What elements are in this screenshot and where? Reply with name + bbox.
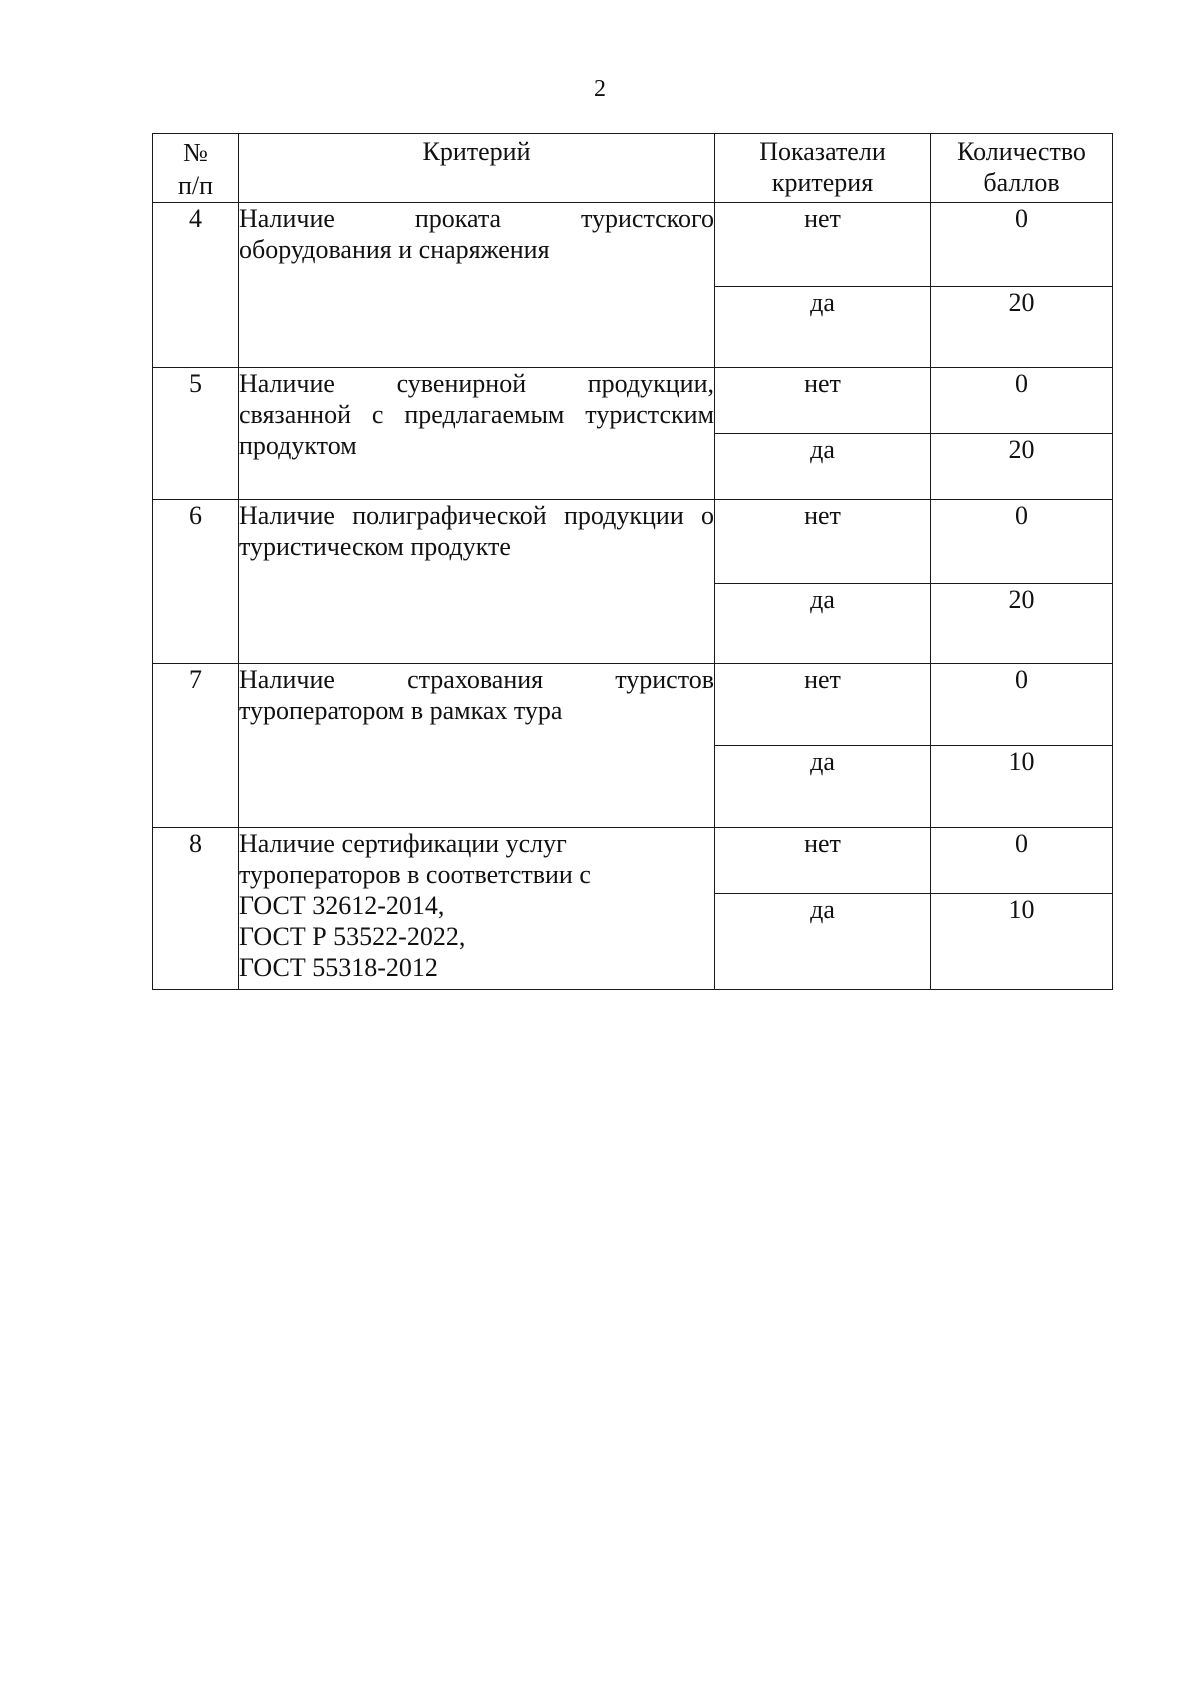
row-number: 5 [153,368,239,500]
points-cell: 0 [931,828,1113,894]
indicator-cell: да [715,584,931,664]
page-number: 2 [594,76,606,102]
criterion-text: Наличие полиграфической продукции о туристическом продукте [239,501,714,561]
points-cell: 10 [931,746,1113,828]
indicator-cell: нет [715,664,931,746]
points-cell: 20 [931,584,1113,664]
table-row [153,203,1113,287]
header-indicator [715,134,931,203]
criterion-text: Наличие проката туристского оборудования и снаряжения [239,204,714,264]
indicator-cell: нет [715,203,931,287]
indicator-cell: да [715,894,931,990]
indicator-cell: да [715,434,931,500]
header-indicator-line1: Показатели [759,137,886,166]
row-number: 8 [153,828,239,990]
header-number-symbol: № [183,138,208,167]
points-cell: 10 [931,894,1113,990]
criterion-cell [239,203,715,368]
points-cell: 0 [931,368,1113,434]
points-cell: 0 [931,500,1113,584]
header-points [931,134,1113,203]
criterion-line: ГОСТ 55318-2012 [239,953,438,982]
header-number-abbr: п/п [177,171,214,200]
header-criterion-label: Критерий [422,137,531,166]
table-row [153,368,1113,434]
header-points-line2: баллов [983,168,1060,197]
criterion-line: ГОСТ 32612-2014, [239,891,445,920]
criterion-cell [239,368,715,500]
row-number: 6 [153,500,239,664]
points-cell: 0 [931,203,1113,287]
header-points-line1: Количество [957,137,1086,166]
header-criterion [239,134,715,203]
criterion-line: туроператоров в соответствии с [239,860,591,889]
criteria-table [152,133,1113,990]
indicator-cell: нет [715,828,931,894]
points-cell: 20 [931,434,1113,500]
criterion-cell [239,500,715,664]
header-number [153,134,239,203]
criterion-line: ГОСТ Р 53522-2022, [239,922,466,951]
table-header-row [153,134,1113,203]
table-row [153,828,1113,894]
row-number: 7 [153,664,239,828]
criterion-line: Наличие сертификации услуг [239,829,567,858]
row-number: 4 [153,203,239,368]
criterion-cell [239,664,715,828]
indicator-cell: да [715,287,931,368]
points-cell: 20 [931,287,1113,368]
indicator-cell: нет [715,368,931,434]
table-row [153,500,1113,584]
criterion-cell [239,828,715,990]
criterion-text: Наличие сувенирной продукции, связанной с предлагаемым туристским продуктом [239,369,714,460]
points-cell: 0 [931,664,1113,746]
criterion-text: Наличие страхования туристов туроператором в рамках тура [239,665,714,725]
indicator-cell: нет [715,500,931,584]
indicator-cell: да [715,746,931,828]
table-row [153,664,1113,746]
header-indicator-line2: критерия [771,168,874,197]
